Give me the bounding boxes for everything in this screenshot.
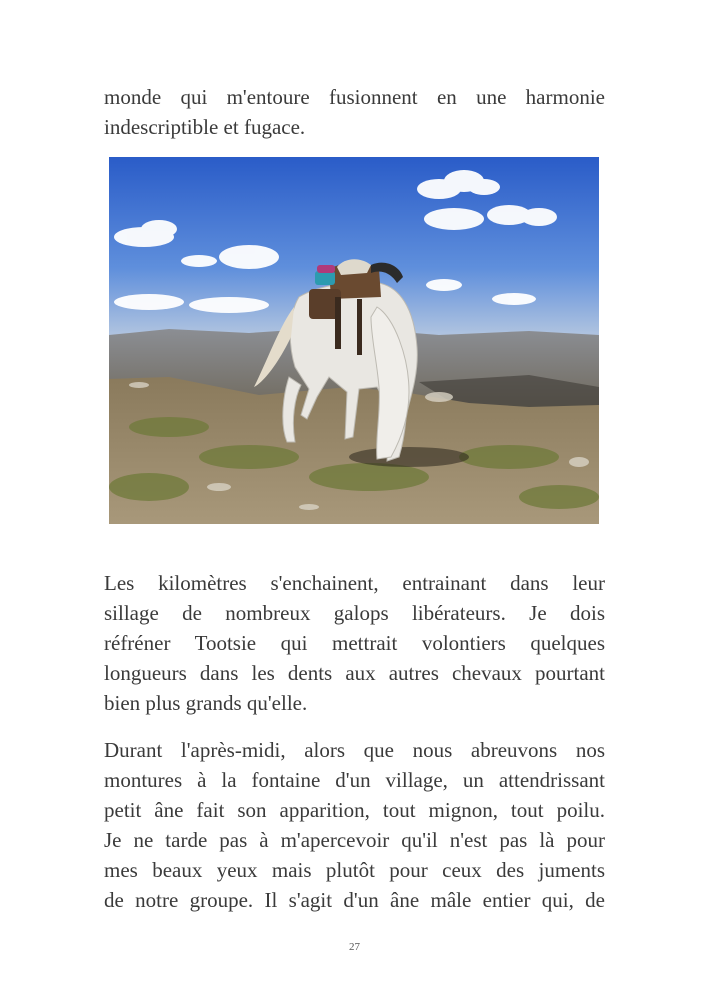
paragraph-intro	[104, 82, 605, 142]
paragraph-kilometres	[104, 568, 605, 718]
text-line: Les kilomètres s'enchainent, entrainant dans leur	[104, 571, 605, 595]
text-line: petit âne fait son apparition, tout mignon, tout poilu.	[104, 798, 605, 822]
text-line: de notre groupe. Il s'agit d'un âne mâle entier qui, de	[104, 888, 605, 912]
text-line: monde qui m'entoure fusionnent en une harmonie	[104, 85, 605, 109]
text-line: sillage de nombreux galops libérateurs. Je dois	[104, 601, 605, 625]
text-line: Je ne tarde pas à m'apercevoir qu'il n'est pas là pour	[104, 828, 605, 852]
text-line: mes beaux yeux mais plutôt pour ceux des juments	[104, 858, 605, 882]
text-line: indescriptible et fugace.	[104, 115, 306, 139]
paragraph-apres-midi	[104, 735, 605, 915]
text-line: bien plus grands qu'elle.	[104, 691, 308, 715]
page-number: 27	[349, 941, 360, 953]
horse-photo	[109, 157, 599, 524]
text-line: montures à la fontaine d'un village, un attendrissant	[104, 768, 605, 792]
text-line: réfréner Tootsie qui mettrait volontiers quelques	[104, 631, 605, 655]
text-line: longueurs dans les dents aux autres chevaux pourtant	[104, 661, 605, 685]
text-line: Durant l'après-midi, alors que nous abreuvons nos	[104, 738, 605, 762]
